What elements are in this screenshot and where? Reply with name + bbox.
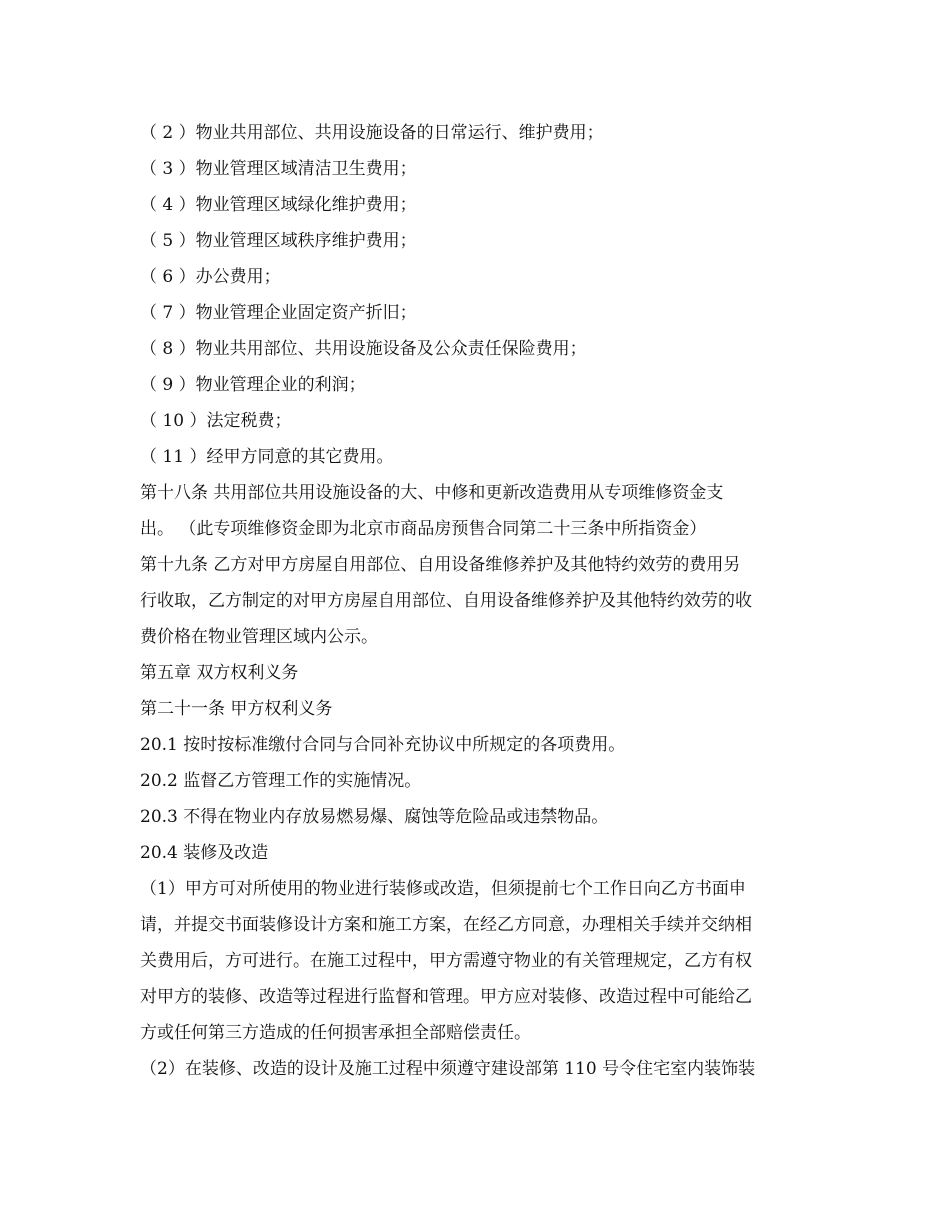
text-line-item-11: （ 11 ）经甲方同意的其它费用。 (140, 447, 394, 467)
article-19-line-1: 第十九条 乙方对甲方房屋自用部位、自用设备维修养护及其他特约效劳的费用另 (140, 555, 741, 575)
clause-20-4-1-line-4: 对甲方的装修、改造等过程进行监督和管理。甲方应对装修、改造过程中可能给乙 (140, 987, 752, 1007)
article-19-line-3: 费价格在物业管理区域内公示。 (140, 627, 378, 647)
article-18-line-1: 第十八条 共用部位共用设施设备的大、中修和更新改造费用从专项维修资金支 (140, 483, 724, 503)
text-line-item-3: （ 3 ）物业管理区域清洁卫生费用； (140, 159, 417, 179)
text-line-item-9: （ 9 ）物业管理企业的利润； (140, 375, 366, 395)
text-line-item-7: （ 7 ）物业管理企业固定资产折旧； (140, 303, 417, 323)
text-line-item-6: （ 6 ）办公费用； (140, 267, 281, 287)
text-line-item-4: （ 4 ）物业管理区域绿化维护费用； (140, 195, 417, 215)
article-21-heading: 第二十一条 甲方权利义务 (140, 699, 333, 719)
article-18-line-2: 出。 （此专项维修资金即为北京市商品房预售合同第二十三条中所指资金） (140, 519, 707, 539)
clause-20-2: 20.2 监督乙方管理工作的实施情况。 (140, 771, 422, 791)
text-line-item-2: （ 2 ）物业共用部位、共用设施设备的日常运行、维护费用； (140, 123, 604, 143)
clause-20-4-heading: 20.4 装修及改造 (140, 843, 269, 863)
clause-20-4-1-line-3: 关费用后，方可进行。在施工过程中，甲方需遵守物业的有关管理规定，乙方有权 (140, 951, 752, 971)
chapter-5-heading: 第五章 双方权利义务 (140, 663, 299, 683)
document-body (140, 115, 820, 1087)
clause-20-4-1-line-5: 方或任何第三方造成的任何损害承担全部赔偿责任。 (140, 1023, 531, 1043)
clause-20-1: 20.1 按时按标准缴付合同与合同补充协议中所规定的各项费用。 (140, 735, 626, 755)
text-line-item-8: （ 8 ）物业共用部位、共用设施设备及公众责任保险费用； (140, 339, 587, 359)
text-line-item-5: （ 5 ）物业管理区域秩序维护费用； (140, 231, 417, 251)
clause-20-4-1-line-2: 请，并提交书面装修设计方案和施工方案，在经乙方同意，办理相关手续并交纳相 (140, 915, 752, 935)
text-line-item-10: （ 10 ）法定税费； (140, 411, 292, 431)
article-19-line-2: 行收取，乙方制定的对甲方房屋自用部位、自用设备维修养护及其他特约效劳的收 (140, 591, 752, 611)
clause-20-4-2-line-1: （2）在装修、改造的设计及施工过程中须遵守建设部第 110 号令住宅室内装饰装 (140, 1059, 756, 1079)
clause-20-4-1-line-1: （1）甲方可对所使用的物业进行装修或改造，但须提前七个工作日向乙方书面申 (140, 879, 746, 899)
clause-20-3: 20.3 不得在物业内存放易燃易爆、腐蚀等危险品或违禁物品。 (140, 807, 609, 827)
